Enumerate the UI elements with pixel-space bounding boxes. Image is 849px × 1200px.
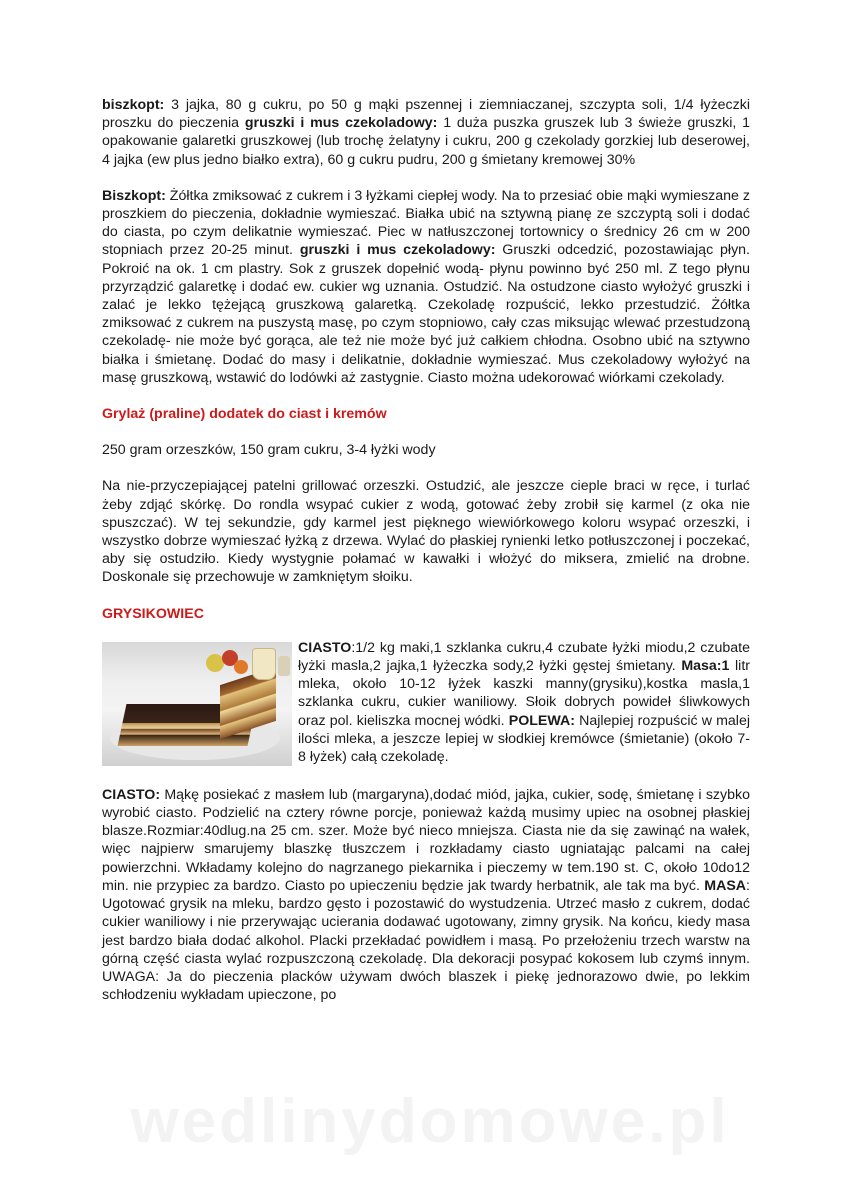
polewa-ingredients-text: Najlepiej rozpuścić w malej ilości mleka, a jeszcze lepiej w słodkiej kremówce (śmietanie) (około 7-8 łyżek) całą czekoladę. <box>298 712 750 766</box>
gruszki-label: gruszki i mus czekoladowy: <box>244 115 438 132</box>
biszkopt-method-text: Żółtka zmiksować z cukrem i 3 łyżkami ciepłej wody. Na to przesiać obie mąki wymieszane z proszkiem do pieczenia, dokładnie wymieszać. Białka ubić na sztywną pianę ze szczyptą soli i dodać do ciasta, po czym delikatnie wymieszać. Piec w natłuszczonej tortownicy o średnicy 26 cm w 200 stopniach przez 20-25 minut. <box>102 187 750 259</box>
gruszki-method-label: gruszki i mus czekoladowy: <box>299 242 496 259</box>
biszkopt-ingredients-text: 3 jajka, 80 g cukru, po 50 g mąki pszennej i ziemniaczanej, szczypta soli, 1/4 łyżeczki proszku do pieczenia <box>102 97 750 132</box>
watermark: wedlinydomowe.pl <box>130 1087 730 1156</box>
recipe1-ingredients <box>102 96 750 169</box>
cake-photo <box>102 642 292 766</box>
gruszki-ingredients-text: 1 duża puszka gruszek lub 3 świeże gruszki, 1 opakowanie galaretki gruszkowej (lub trochę żelatyny i cukru, 200 g czekolady gorzkiej lub deserowej, 4 jajka (ew plus jedno białko extra), 60 g cukru pudru, 200 g śmietany kremowej 30% <box>102 115 750 168</box>
recipe1-method <box>102 187 750 387</box>
document-page <box>102 96 750 1004</box>
recipe3-method <box>102 786 750 1004</box>
ciasto-label: CIASTO <box>298 639 352 656</box>
masa-method-text: : Ugotować grysik na mleku, bardzo gęsto i pozostawić do wystudzenia. Utrzeć masło z cukrem, dodać cukier waniliowy i nie przerywając ucierania dodawać ugotowany, zimny grysik. Na końcu, kiedy masa jest bardzo biała dodać alkohol. Placki przekładać powidłem i masą. Po przełożeniu trzech warstw na górną część ciasta wylać rozpuszczoną czekoladę. Dla dekoracji posypać kokosem lub czymś innym. UWAGA: Ja do pieczenia placków używam dwóch blaszek i piekę jednorazowo dwie, po lekkim schłodzeniu wykładam upieczone, po <box>102 877 750 1004</box>
masa-method-label: MASA <box>704 877 747 894</box>
photo-fruit <box>234 660 248 674</box>
recipe2-ingredients: 250 gram orzeszków, 150 gram cukru, 3-4 łyżki wody <box>102 442 436 459</box>
gruszki-method-text: Gruszki odcedzić, pozostawiając płyn. Pokroić na ok. 1 cm plastry. Sok z gruszek dopełnić wodą- płynu powinno być 250 ml. Z tego płynu przyrządzić galaretkę i dodać ew. cukier wg uznania. Ostudzić. Na ostudzone ciasto wyłożyć gruszki i zalać je lekko tężejącą gruszkową galaretką. Czekoladę rozpuścić, lekko przestudzić. Żółtka zmiksować z cukrem na puszystą masę, po czym stopniowo, cały czas miksując wlewać przestudzoną czekoladę- nie może być gorąca, ale też nie może być już całkiem chłodna. Osobno ubić na sztywno białka i śmietanę. Dodać do masy i delikatnie, dokładnie wymieszać. Mus czekoladowy wyłożyć na masę gruszkową, wstawić do lodówki aż zastygnie. Ciasto można udekorować wiórkami czekolady. <box>102 242 750 386</box>
masa-ingredients-text: litr mleka, około 10-12 łyżek kaszki manny(grysiku),kostka masla,1 szklanka cukru, cukier waniliowy. Słoik dobrych powideł śliwkowych oraz pol. kieliszka mocnej wódki. <box>298 658 750 729</box>
photo-fruit <box>278 656 290 676</box>
recipe2-title: Grylaż (praline) dodatek do ciast i kremów <box>102 406 387 423</box>
ciasto-ingredients-text: :1/2 kg maki,1 szklanka cukru,4 czubate łyżki miodu,2 czubate łyżki masla,2 jajka,1 łyżeczka sody,2 łyżki gęstej śmietany. <box>298 639 750 675</box>
polewa-label: POLEWA: <box>508 712 575 729</box>
biszkopt-method-label: Biszkopt: <box>102 187 166 204</box>
biszkopt-label: biszkopt: <box>102 97 165 113</box>
ciasto-method-text: Mąkę posiekać z masłem lub (margaryna),dodać miód, jajka, cukier, sodę, śmietanę i szybko wyrobić ciasto. Podzielić na cztery równe porcje, ponieważ każdą musimy upiec na osobnej płaskiej blasze.Rozmiar:40dlug.na 25 cm. szer. Może być nieco mniejsza. Ciasta nie da się zawinąć na wałek, więc najpierw smarujemy blaszkę tłuszczem i rozkładamy ciasto ugniatając palcami na całej powierzchni. Wkładamy kolejno do nagrzanego piekarnika i pieczemy w tem.190 st. C, około 10do12 min. nie przypiec za bardzo. Ciasto po upieczeniu będzie jak twardy herbatnik, ale tak ma być. <box>102 786 750 894</box>
recipe2-method: Na nie-przyczepiającej patelni grillować orzeszki. Ostudzić, ale jeszcze cieple braci w ręce, i turlać żeby zdjąć skórkę. Do rondla wsypać cukier z wodą, gotować żeby zrobił się karmel (z oka nie spuszczać). W tej sekundzie, gdy karmel jest pięknego wiewiórkowego koloru wsypać orzeszki, i wszystko dobrze wymieszać łyżką z drzewa. Wylać do płaskiej rynienki letko potłuszczonej i poczekać, aby się ostudziło. Kiedy wystygnie połamać w kawałki i włożyć do miksera, zmielić na drobne. Doskonale się przechowuje w zamkniętym słoiku. <box>102 478 750 586</box>
photo-glass <box>252 648 276 680</box>
ciasto-method-label: CIASTO: <box>102 786 161 803</box>
masa-label: Masa:1 <box>681 658 730 675</box>
recipe3-ingredients-block <box>102 639 750 768</box>
recipe3-title: GRYSIKOWIEC <box>102 605 204 622</box>
